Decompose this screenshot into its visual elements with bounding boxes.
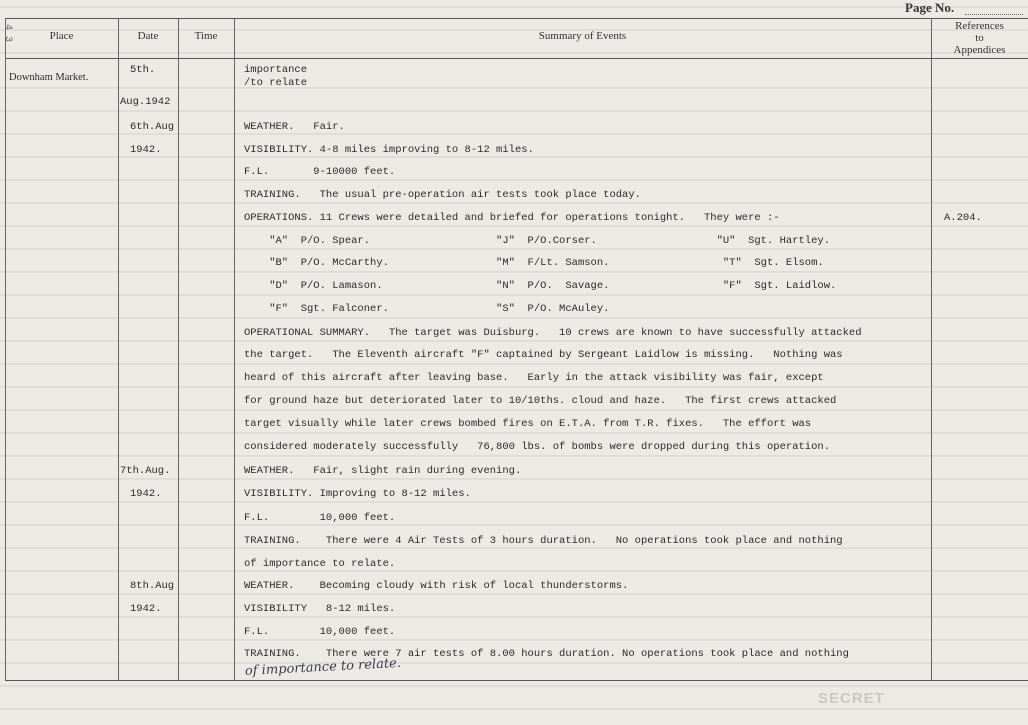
handwritten-note: of importance to relate. [244,655,402,679]
header-references-line: References [955,20,1004,32]
summary-cell: F.L. 9-10000 feet. [244,166,396,178]
summary-cell: WEATHER. Becoming cloudy with risk of local thunderstorms. [244,580,629,592]
summary-cell: OPERATIONAL SUMMARY. The target was Duisburg. 10 crews are known to have successfully attacked [244,327,862,339]
summary-cell: the target. The Eleventh aircraft "F" captained by Sergeant Laidlow is missing. Nothing was [244,349,843,361]
table-top-border [5,18,1028,19]
summary-cell: "A" P/O. Spear. "J" P/O.Corser. "U" Sgt. Hartley. [244,235,830,247]
column-divider [931,18,932,680]
date-cell: 1942. [130,603,162,615]
summary-cell: of importance to relate. [244,558,396,570]
date-cell: 1942. [130,488,162,500]
date-cell: 6th.Aug [130,121,175,133]
page-number-label: Page No. [905,0,955,15]
margin-mark: 4 3 [2,24,13,43]
header-references-line: to [975,32,984,44]
summary-cell: /to relate [244,77,308,89]
summary-cell: considered moderately successfully 76,800 lbs. of bombs were dropped during this operation. [244,441,830,453]
summary-cell: VISIBILITY. Improving to 8-12 miles. [244,488,471,500]
header-references-line: Appendices [953,44,1006,56]
column-divider [118,18,119,680]
date-cell: 5th. [130,64,156,76]
column-divider [234,18,235,680]
reference-cell: A.204. [944,212,982,224]
page-number-field [965,14,1023,15]
summary-cell: "F" Sgt. Falconer. "S" P/O. McAuley. [244,303,610,315]
header-date: Date [137,30,159,42]
header-summary: Summary of Events [538,30,627,42]
date-cell: 7th.Aug. [120,465,171,477]
summary-cell: heard of this aircraft after leaving base. Early in the attack visibility was fair, except [244,372,824,384]
date-cell: 1942. [130,144,162,156]
date-cell: Aug.1942 [120,96,171,108]
summary-cell: F.L. 10,000 feet. [244,626,396,638]
summary-cell: OPERATIONS. 11 Crews were detailed and briefed for operations tonight. They were :- [244,212,780,224]
summary-cell: importance [244,64,308,76]
summary-cell: for ground haze but deteriorated later to 10/10ths. cloud and haze. The first crews attacked [244,395,837,407]
summary-cell: WEATHER. Fair. [244,121,345,133]
summary-cell: TRAINING. There were 7 air tests of 8.00 hours duration. No operations took place and nothing [244,648,849,660]
summary-cell: "D" P/O. Lamason. "N" P/O. Savage. "F" Sgt. Laidlow. [244,280,837,292]
summary-cell: "B" P/O. McCarthy. "M" F/Lt. Samson. "T" Sgt. Elsom. [244,257,824,269]
summary-cell: TRAINING. There were 4 Air Tests of 3 hours duration. No operations took place and nothing [244,535,843,547]
header-place: Place [49,30,74,42]
column-divider [178,18,179,680]
secret-stamp: SECRET [818,690,885,707]
table-bottom-border [5,680,1028,681]
summary-cell: F.L. 10,000 feet. [244,512,396,524]
summary-cell: VISIBILITY. 4-8 miles improving to 8-12 miles. [244,144,534,156]
date-cell: 8th.Aug [130,580,175,592]
header-bottom-border [5,58,1028,59]
summary-cell: VISIBILITY 8-12 miles. [244,603,396,615]
summary-cell: target visually while later crews bombed fires on E.T.A. from T.R. fixes. The effort was [244,418,812,430]
column-divider [5,18,6,680]
summary-cell: WEATHER. Fair, slight rain during evening. [244,465,522,477]
place-cell: Downham Market. [9,72,89,83]
summary-cell: TRAINING. The usual pre-operation air tests took place today. [244,189,641,201]
header-time: Time [194,30,218,42]
header-references [931,20,1028,56]
